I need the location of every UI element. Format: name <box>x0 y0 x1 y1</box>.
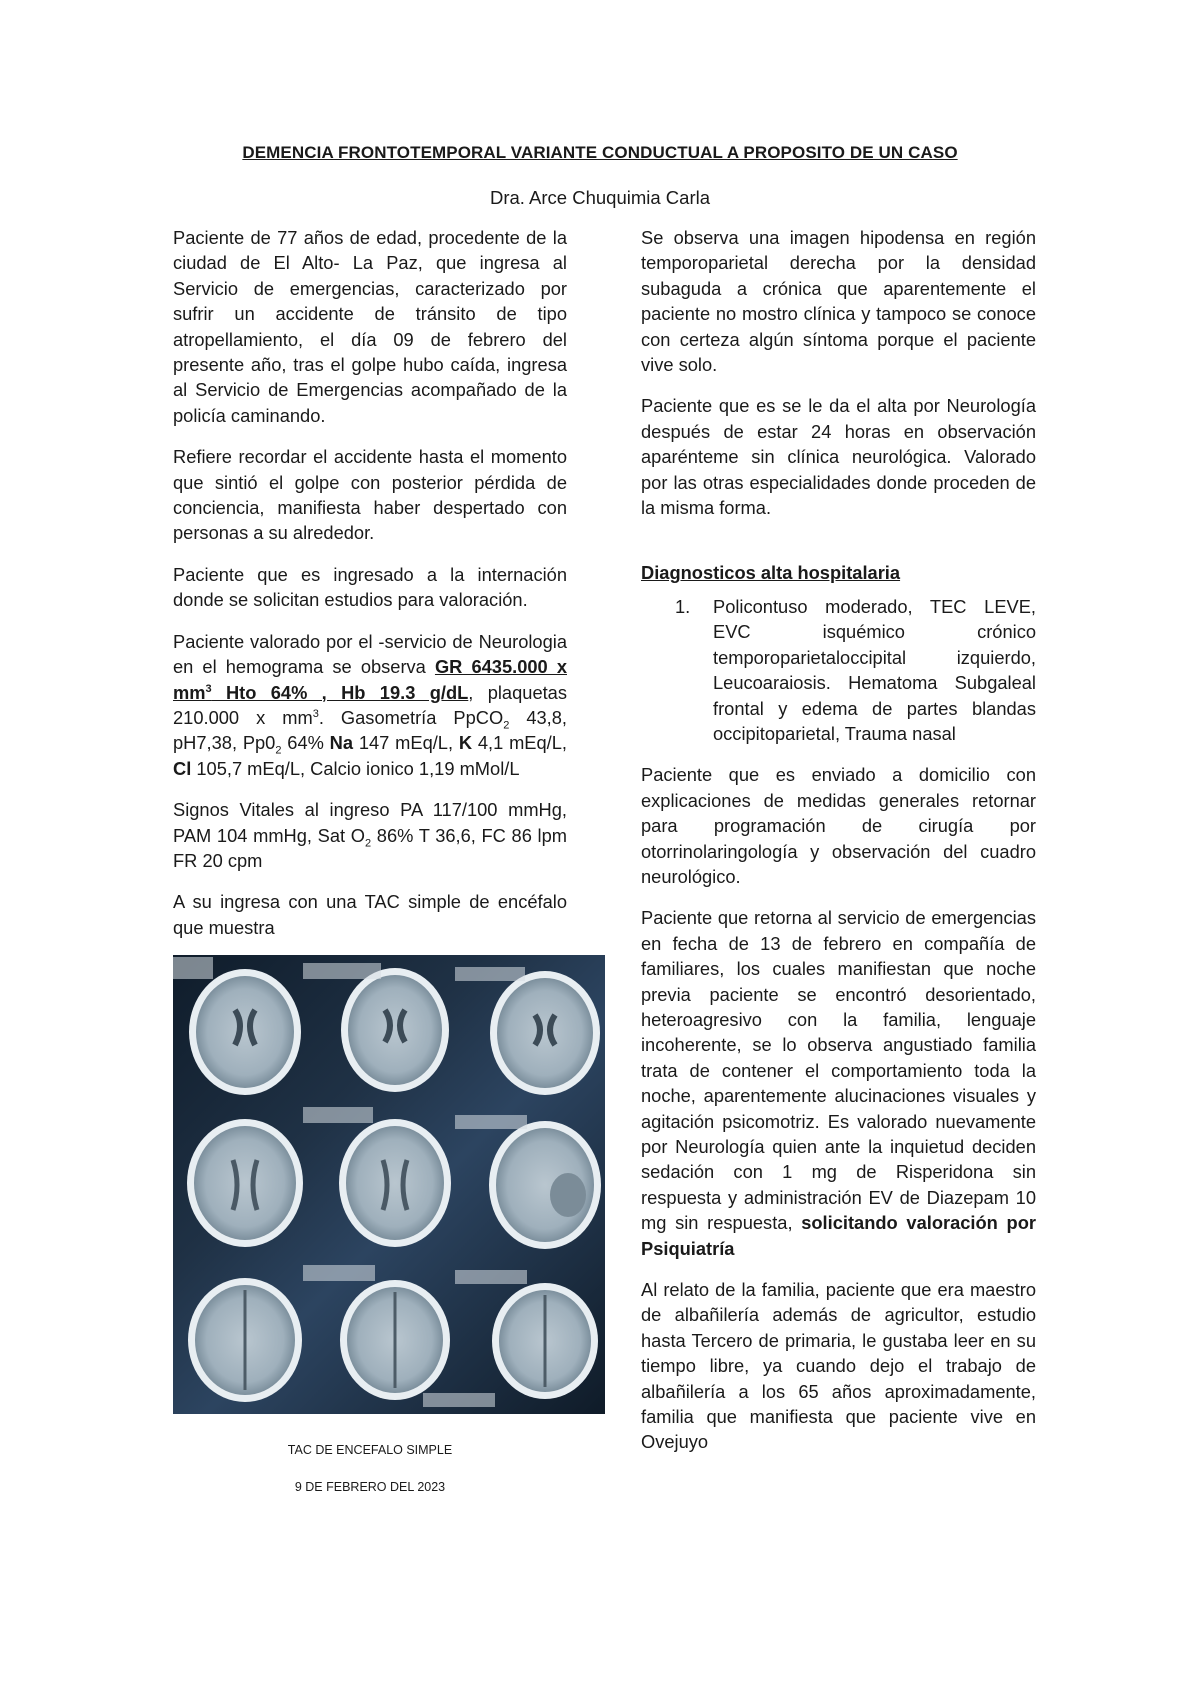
diagnosis-item-text: Policontuso moderado, TEC LEVE, EVC isquémico crónico temporoparietaloccipital izquierdo, Leucoaraiosis. Hematoma Subgaleal frontal y edema de partes blandas occipitoparietal, Trauma nasal <box>713 595 1036 744</box>
lab-platelets: , plaquetas 210.000 x mm <box>173 681 567 728</box>
lab-hto-hb: Hto 64% , Hb 19.3 g/dL <box>211 681 469 703</box>
lab-gasometry-sub2: 2 <box>275 744 282 757</box>
paragraph-ct-intro: A su ingresa con una TAC simple de encéfalo que muestra <box>173 891 567 938</box>
diagnosis-item-number: 1. <box>675 595 691 617</box>
ct-slice-row-1 <box>189 968 600 1095</box>
lab-gr-sup: 3 <box>205 682 212 695</box>
return-emergency-text: Paciente que retorna al servicio de emergencias en fecha de 13 de febrero en compañía de familiares, los cuales manifiestan que noche previa paciente se encontró desorientado, heteroagresivo con la familia, lenguaje incoherente, se lo observa angustiado familia trata de contener el comportamiento toda la noche, aparentemente alucinaciones visuales y agitación psicomotriz. Es valorado nuevamente por Neurología quien ante la inquietud deciden sedación con 1 mg de Risperidona sin respuesta y administración EV de Diazepam 10 mg sin respuesta, <box>641 907 1036 1234</box>
lab-k-label: K <box>458 732 473 754</box>
paragraph-admission: Paciente que es ingresado a la internación donde se solicitan estudios para valoración. <box>173 563 567 611</box>
lab-intro: Paciente valorado por el -servicio de Neurologia en el hemograma se observa <box>173 630 567 678</box>
diagnosis-list <box>641 594 1036 746</box>
ct-caption-title: TAC DE ENCEFALO SIMPLE <box>287 1443 453 1458</box>
paragraph-family-history: Al relato de la familia, paciente que era maestro de albañilería además de agricultor, estudio hasta Tercero de primaria, le gustaba leer en su tiempo libre, ya cuando dejo el trabajo de albañilería a los 65 años aproximadamente, familia que manifiesta que paciente vive en Ovejuyo <box>641 1279 1036 1453</box>
vitals-sub: 2 <box>364 837 372 850</box>
paragraph-lab-results <box>173 629 567 781</box>
ct-slice-row-2 <box>187 1119 601 1249</box>
lab-gasometry-sub: 2 <box>503 719 510 732</box>
lab-k-value: 4,1 mEq/L, <box>472 732 567 754</box>
diagnosis-item <box>641 594 1036 746</box>
ct-slice-row-3 <box>188 1278 598 1402</box>
lab-na-value: 147 mEq/L, <box>353 732 459 754</box>
paragraph-discharge: Paciente que es se le da el alta por Neurología después de estar 24 horas en observación aparénteme sin clínica neurológica. Valorado por las otras especialidades donde proceden de la misma forma. <box>641 395 1036 519</box>
lab-cl-value: 105,7 mEq/L, Calcio ionico 1,19 mMol/L <box>191 757 520 779</box>
paragraph-hypodense-image: Se observa una imagen hipodensa en región temporoparietal derecha por la densidad subaguda a crónica que aparentemente el paciente no mostro clínica y tampoco se conoce con certeza algún síntoma porque el paciente vive solo. <box>641 227 1036 376</box>
lab-platelets-sup: 3 <box>312 707 319 720</box>
vitals-part-b: 86% T 36,6, FC 86 lpm FR 20 cpm <box>173 824 568 871</box>
left-column <box>173 225 567 1495</box>
diagnosis-heading: Diagnosticos alta hospitalaria <box>641 562 901 584</box>
lab-na-label: Na <box>329 732 354 754</box>
ct-scan-image <box>173 955 605 1414</box>
document-title: DEMENCIA FRONTOTEMPORAL VARIANTE CONDUCTUAL A PROPOSITO DE UN CASO <box>242 143 958 162</box>
lab-gr-text: GR 6435.000 x mm <box>173 656 567 703</box>
document-author: Dra. Arce Chuquimia Carla <box>489 187 711 208</box>
vitals-part-a: Signos Vitales al ingreso PA 117/100 mmHg, PAM 104 mmHg, Sat O <box>173 799 567 846</box>
right-column <box>641 225 1036 1471</box>
lab-cl-label: Cl <box>173 757 192 779</box>
paragraph-case-intro: Paciente de 77 años de edad, procedente de la ciudad de El Alto- La Paz, que ingresa al Servicio de emergencias, caracterizado por sufrir un accidente de tránsito de tipo atropellamiento, el día 09 de febrero del presente año, tras el golpe hubo caída, ingresa al Servicio de Emergencias acompañado de la policía caminando. <box>173 227 567 426</box>
ct-scan-film-svg <box>173 955 605 1414</box>
psychiatry-request: solicitando valoración por Psiquiatría <box>641 1212 1036 1259</box>
paragraph-home-discharge: Paciente que es enviado a domicilio con explicaciones de medidas generales retornar para programación de cirugía por otorrinolaringología y observación del cuadro neurológico. <box>641 764 1036 887</box>
paragraph-return-emergency <box>641 905 1036 1261</box>
lab-gasometry-values: 43,8, pH7,38, Pp0 <box>173 706 567 754</box>
paragraph-vital-signs <box>173 797 567 873</box>
ct-caption-date: 9 DE FEBRERO DEL 2023 <box>294 1480 446 1495</box>
lab-gasometry-end: 64% <box>281 732 330 754</box>
lab-gasometry: . Gasometría PpCO <box>318 706 504 728</box>
paragraph-accident-memory: Refiere recordar el accidente hasta el momento que sintió el golpe con posterior pérdida de conciencia, manifiesta haber despertado con personas a su alrededor. <box>173 446 567 544</box>
